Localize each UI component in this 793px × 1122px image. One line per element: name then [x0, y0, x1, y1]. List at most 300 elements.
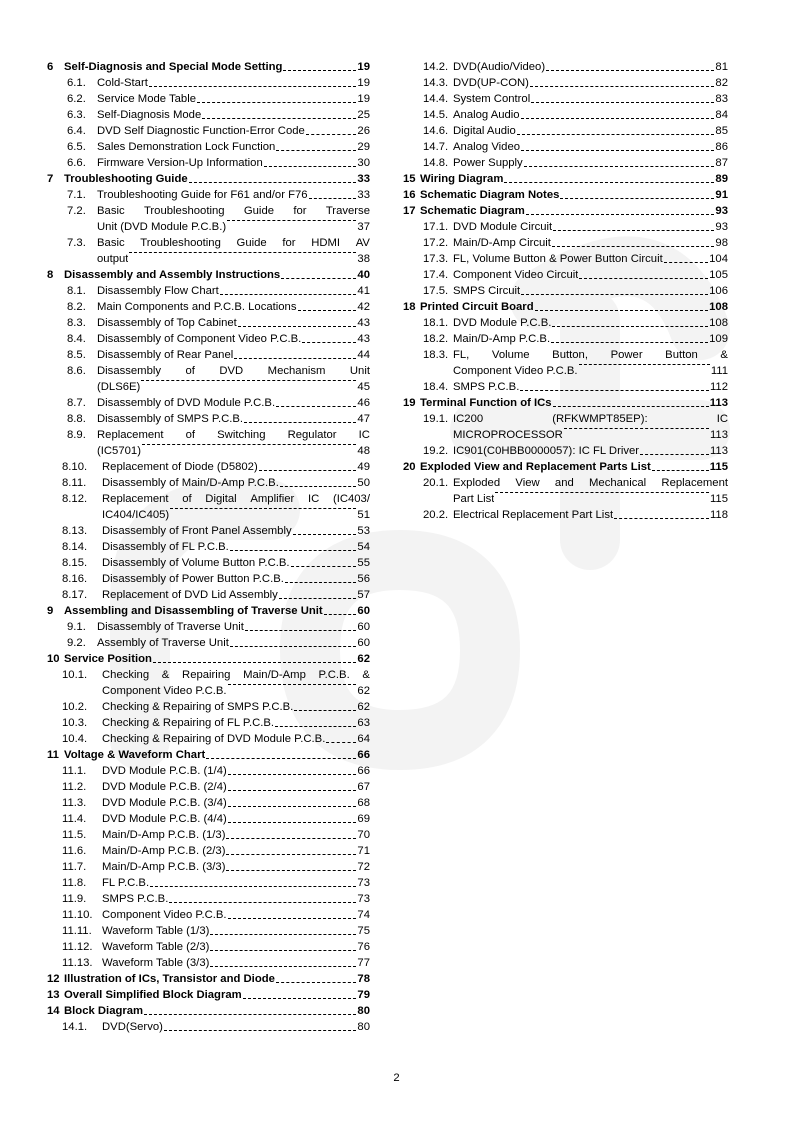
toc-page-number: 57 — [357, 589, 370, 601]
toc-subsection-entry[interactable] — [47, 923, 370, 939]
toc-entry-title: DVD Module Circuit — [453, 221, 553, 233]
toc-section-entry[interactable] — [403, 203, 728, 219]
toc-entry-title: Terminal Function of ICs — [420, 397, 552, 409]
dot-leader — [234, 357, 356, 359]
toc-page-number: 37 — [357, 221, 370, 233]
toc-subsection-entry[interactable] — [47, 139, 370, 155]
toc-subsection-entry[interactable] — [403, 139, 728, 155]
toc-entry-number: 11.8. — [62, 877, 87, 889]
toc-entry-title: Part List — [453, 493, 495, 505]
toc-page-number: 70 — [357, 829, 370, 841]
dot-leader — [521, 293, 708, 295]
toc-subsection-entry[interactable] — [47, 475, 370, 491]
toc-entry-number: 12 — [47, 973, 60, 985]
toc-entry-title-word: IC200 — [453, 413, 484, 425]
toc-section-entry[interactable] — [47, 987, 370, 1003]
toc-subsection-entry[interactable] — [47, 523, 370, 539]
toc-page-number: 47 — [357, 413, 370, 425]
toc-entry-title-word: for — [293, 205, 307, 217]
toc-entry-title-word: Replacement — [97, 429, 164, 441]
toc-subsection-entry[interactable] — [47, 299, 370, 315]
toc-subsection-entry[interactable] — [47, 731, 370, 747]
page-number: 2 — [393, 1072, 400, 1084]
toc-entry-title: MICROPROCESSOR — [453, 429, 563, 441]
toc-entry-number: 17.4. — [423, 269, 449, 281]
toc-entry-title-block — [453, 475, 728, 507]
toc-entry-number: 11.9. — [62, 893, 87, 905]
toc-entry-title: Main/D-Amp P.C.B. (1/3) — [102, 829, 226, 841]
dot-leader — [560, 197, 714, 199]
toc-entry-title: SMPS P.C.B. — [453, 381, 520, 393]
toc-entry-number: 14.2. — [423, 61, 449, 73]
toc-section-entry[interactable] — [403, 299, 728, 315]
toc-section-entry[interactable] — [403, 187, 728, 203]
toc-subsection-entry[interactable] — [47, 75, 370, 91]
toc-entry-title-line — [97, 379, 370, 395]
dot-leader — [275, 725, 356, 727]
toc-entry-title: FL P.C.B. — [102, 877, 150, 889]
toc-subsection-entry[interactable] — [403, 75, 728, 91]
toc-page-number: 73 — [357, 893, 370, 905]
toc-subsection-entry[interactable] — [47, 859, 370, 875]
toc-entry-number: 11.11. — [62, 925, 92, 937]
dot-leader — [504, 181, 714, 183]
toc-subsection-entry[interactable] — [403, 91, 728, 107]
toc-subsection-entry[interactable] — [403, 235, 728, 251]
toc-subsection-entry[interactable] — [47, 123, 370, 139]
toc-subsection-entry[interactable] — [47, 779, 370, 795]
toc-entry-number: 11.7. — [62, 861, 87, 873]
toc-section-entry[interactable] — [403, 395, 728, 411]
toc-entry-title: Waveform Table (2/3) — [102, 941, 210, 953]
dot-leader — [530, 85, 714, 87]
dot-leader — [614, 517, 709, 519]
toc-entry-title: DVD Module P.C.B. (4/4) — [102, 813, 227, 825]
toc-page-number: 118 — [709, 509, 728, 521]
toc-entry-title: Service Mode Table — [97, 93, 197, 105]
toc-page-number: 66 — [357, 765, 370, 777]
toc-entry-number: 8.10. — [62, 461, 88, 473]
toc-page-number: 81 — [715, 61, 728, 73]
toc-entry-title: Disassembly of Rear Panel — [97, 349, 234, 361]
dot-leader — [306, 133, 357, 135]
toc-entry-title-word: P.C.B. — [318, 669, 350, 681]
toc-subsection-entry[interactable] — [47, 363, 370, 395]
toc-entry-number: 8.2. — [67, 301, 86, 313]
toc-section-entry[interactable] — [47, 603, 370, 619]
toc-entry-title: Sales Demonstration Lock Function — [97, 141, 276, 153]
toc-subsection-entry[interactable] — [403, 443, 728, 459]
toc-subsection-entry[interactable] — [47, 235, 370, 267]
toc-entry-title: Voltage & Waveform Chart — [64, 749, 206, 761]
toc-entry-number: 11.12. — [62, 941, 93, 953]
toc-entry-title: Cold-Start — [97, 77, 148, 89]
toc-subsection-entry[interactable] — [47, 555, 370, 571]
toc-page-number: 43 — [357, 333, 370, 345]
toc-entry-title: DVD Module P.C.B. — [453, 317, 552, 329]
toc-entry-number: 17.1. — [423, 221, 449, 233]
toc-page-number: 80 — [357, 1021, 370, 1033]
toc-subsection-entry[interactable] — [47, 395, 370, 411]
dot-leader — [230, 549, 357, 551]
dot-leader — [210, 933, 356, 935]
toc-subsection-entry[interactable] — [47, 907, 370, 923]
toc-entry-title: Digital Audio — [453, 125, 516, 137]
toc-entry-number: 17 — [403, 205, 416, 217]
toc-page-number: 87 — [715, 157, 728, 169]
toc-entry-title: Disassembly of FL P.C.B. — [102, 541, 229, 553]
toc-subsection-entry[interactable] — [47, 411, 370, 427]
toc-entry-title: Overall Simplified Block Diagram — [64, 989, 242, 1001]
toc-entry-title-word: Basic — [97, 205, 125, 217]
dot-leader — [309, 197, 357, 199]
toc-entry-title: Disassembly Flow Chart — [97, 285, 219, 297]
toc-entry-number: 14.3. — [423, 77, 449, 89]
toc-subsection-entry[interactable] — [403, 475, 728, 507]
toc-page-number: 50 — [357, 477, 370, 489]
toc-page-number: 109 — [709, 333, 728, 345]
toc-entry-title: Component Video P.C.B. — [453, 365, 578, 377]
toc-page-number: 54 — [357, 541, 370, 553]
toc-entry-title-block — [102, 667, 370, 699]
toc-entry-number: 10.1. — [62, 669, 88, 681]
toc-right-column — [403, 59, 728, 523]
toc-entry-title-word: IC — [716, 413, 728, 425]
toc-subsection-entry[interactable] — [47, 427, 370, 459]
toc-entry-number: 10 — [47, 653, 60, 665]
dot-leader — [164, 1029, 357, 1031]
toc-entry-title-line — [453, 475, 728, 491]
toc-entry-number: 10.3. — [62, 717, 88, 729]
toc-subsection-entry[interactable] — [403, 155, 728, 171]
dot-leader — [220, 293, 357, 295]
toc-subsection-entry[interactable] — [47, 619, 370, 635]
toc-section-entry[interactable] — [47, 651, 370, 667]
toc-entry-title-line — [97, 443, 370, 459]
toc-page-number: 73 — [357, 877, 370, 889]
toc-entry-number: 17.3. — [423, 253, 449, 265]
toc-page-number: 111 — [710, 365, 728, 377]
toc-page-number: 33 — [357, 173, 370, 185]
toc-page-number: 84 — [715, 109, 728, 121]
dot-leader — [495, 491, 709, 493]
toc-subsection-entry[interactable] — [47, 107, 370, 123]
dot-leader — [189, 181, 357, 183]
dot-leader — [210, 965, 356, 967]
toc-subsection-entry[interactable] — [47, 539, 370, 555]
toc-entry-title: Disassembly of Traverse Unit — [97, 621, 244, 633]
toc-subsection-entry[interactable] — [47, 827, 370, 843]
toc-entry-number: 9.2. — [67, 637, 86, 649]
toc-entry-title: IC901(C0HBB0000057): IC FL Driver — [453, 445, 640, 457]
toc-section-entry[interactable] — [47, 747, 370, 763]
toc-subsection-entry[interactable] — [403, 251, 728, 267]
toc-entry-title: Analog Video — [453, 141, 521, 153]
dot-leader — [144, 1013, 356, 1015]
dot-leader — [640, 453, 709, 455]
toc-entry-title: Exploded View and Replacement Parts List — [420, 461, 651, 473]
toc-page-number: 19 — [357, 93, 370, 105]
toc-subsection-entry[interactable] — [47, 347, 370, 363]
dot-leader — [141, 379, 356, 381]
toc-entry-title-word: (IC403/ — [332, 493, 370, 505]
toc-entry-title-word: Button, — [552, 349, 588, 361]
dot-leader — [142, 443, 356, 445]
toc-page-number: 53 — [357, 525, 370, 537]
dot-leader — [326, 741, 356, 743]
toc-page-number: 79 — [357, 989, 370, 1001]
toc-page-number: 19 — [357, 77, 370, 89]
toc-entry-title-line — [102, 491, 370, 507]
toc-entry-title-line — [453, 363, 728, 379]
dot-leader — [524, 165, 715, 167]
toc-page-number: 112 — [709, 381, 728, 393]
toc-subsection-entry[interactable] — [47, 635, 370, 651]
toc-subsection-entry[interactable] — [403, 507, 728, 523]
toc-entry-title-word: FL, — [453, 349, 470, 361]
toc-entry-number: 8.13. — [62, 525, 88, 537]
toc-subsection-entry[interactable] — [47, 155, 370, 171]
dot-leader — [210, 949, 356, 951]
toc-subsection-entry[interactable] — [47, 491, 370, 523]
toc-entry-number: 7.1. — [67, 189, 86, 201]
toc-subsection-entry[interactable] — [47, 187, 370, 203]
toc-entry-title-word: & — [720, 349, 728, 361]
toc-subsection-entry[interactable] — [47, 91, 370, 107]
dot-leader — [228, 805, 357, 807]
toc-subsection-entry[interactable] — [47, 955, 370, 971]
toc-subsection-entry[interactable] — [47, 1019, 370, 1035]
dot-leader — [228, 789, 357, 791]
toc-entry-title: Main/D-Amp P.C.B. — [453, 333, 551, 345]
toc-page-number: 86 — [715, 141, 728, 153]
toc-subsection-entry[interactable] — [47, 331, 370, 347]
dot-leader — [521, 149, 714, 151]
toc-subsection-entry[interactable] — [47, 891, 370, 907]
dot-leader — [291, 565, 357, 567]
toc-entry-title: Schematic Diagram Notes — [420, 189, 560, 201]
dot-leader — [228, 821, 357, 823]
toc-subsection-entry[interactable] — [47, 315, 370, 331]
toc-page-number: 74 — [357, 909, 370, 921]
toc-entry-title: Replacement of Diode (D5802) — [102, 461, 258, 473]
toc-subsection-entry[interactable] — [47, 875, 370, 891]
toc-entry-number: 8.12. — [62, 493, 88, 505]
toc-entry-number: 8.11. — [62, 477, 87, 489]
toc-subsection-entry[interactable] — [47, 699, 370, 715]
toc-entry-title-line — [97, 235, 370, 251]
toc-entry-number: 14.6. — [423, 125, 449, 137]
toc-subsection-entry[interactable] — [403, 59, 728, 75]
toc-subsection-entry[interactable] — [403, 411, 728, 443]
toc-page-number: 43 — [357, 317, 370, 329]
toc-section-entry[interactable] — [403, 459, 728, 475]
toc-subsection-entry[interactable] — [47, 459, 370, 475]
toc-section-entry[interactable] — [47, 59, 370, 75]
toc-entry-number: 18.2. — [423, 333, 449, 345]
dot-leader — [324, 613, 357, 615]
toc-subsection-entry[interactable] — [47, 587, 370, 603]
toc-entry-title: FL, Volume Button & Power Button Circuit — [453, 253, 663, 265]
toc-entry-number: 15 — [403, 173, 416, 185]
toc-entry-number: 14.5. — [423, 109, 449, 121]
toc-entry-title: DVD(Servo) — [102, 1021, 163, 1033]
dot-leader — [579, 363, 710, 365]
toc-entry-number: 18.3. — [423, 349, 449, 361]
toc-entry-title: Waveform Table (1/3) — [102, 925, 210, 937]
toc-page-number: 19 — [357, 61, 370, 73]
toc-subsection-entry[interactable] — [403, 219, 728, 235]
dot-leader — [230, 645, 357, 647]
toc-entry-title-word: Regulator — [287, 429, 337, 441]
toc-entry-title-line — [97, 219, 370, 235]
toc-page-number: 82 — [715, 77, 728, 89]
toc-entry-title-line — [97, 251, 370, 267]
toc-page-number: 30 — [357, 157, 370, 169]
toc-page-number: 60 — [357, 621, 370, 633]
toc-entry-number: 14.8. — [423, 157, 449, 169]
toc-entry-number: 14 — [47, 1005, 60, 1017]
toc-entry-title-block — [97, 363, 370, 395]
dot-leader — [276, 405, 356, 407]
toc-entry-number: 8.3. — [67, 317, 86, 329]
toc-entry-title: Disassembly of Component Video P.C.B. — [97, 333, 302, 345]
dot-leader — [526, 213, 715, 215]
dot-leader — [579, 277, 708, 279]
dot-leader — [276, 981, 357, 983]
toc-page-number: 60 — [357, 605, 370, 617]
toc-page-number: 76 — [357, 941, 370, 953]
toc-section-entry[interactable] — [47, 1003, 370, 1019]
toc-entry-title: DVD Module P.C.B. (2/4) — [102, 781, 227, 793]
toc-page-number: 62 — [357, 685, 370, 697]
toc-subsection-entry[interactable] — [403, 283, 728, 299]
toc-page-number: 33 — [357, 189, 370, 201]
toc-section-entry[interactable] — [47, 267, 370, 283]
toc-page-number: 64 — [357, 733, 370, 745]
toc-entry-number: 7.3. — [67, 237, 86, 249]
toc-subsection-entry[interactable] — [47, 795, 370, 811]
dot-leader — [206, 757, 356, 759]
toc-subsection-entry[interactable] — [47, 667, 370, 699]
toc-subsection-entry[interactable] — [403, 347, 728, 379]
dot-leader — [664, 261, 708, 263]
toc-entry-title-block — [102, 491, 370, 523]
toc-page-number: 113 — [709, 445, 728, 457]
toc-entry-title: Main/D-Amp P.C.B. (3/3) — [102, 861, 226, 873]
toc-page-number: 72 — [357, 861, 370, 873]
toc-entry-title: Troubleshooting Guide — [64, 173, 188, 185]
toc-entry-title-line — [453, 411, 728, 427]
toc-page-number: 69 — [357, 813, 370, 825]
toc-subsection-entry[interactable] — [47, 203, 370, 235]
toc-entry-number: 11.2. — [62, 781, 87, 793]
toc-entry-number: 6 — [47, 61, 54, 73]
toc-entry-title: Wiring Diagram — [420, 173, 504, 185]
toc-page-number: 78 — [357, 973, 370, 985]
toc-entry-title: (IC5701) — [97, 445, 141, 457]
toc-entry-number: 13 — [47, 989, 60, 1001]
toc-page-number: 115 — [709, 493, 728, 505]
toc-subsection-entry[interactable] — [47, 283, 370, 299]
toc-page-number: 56 — [357, 573, 370, 585]
dot-leader — [169, 901, 356, 903]
toc-entry-title: Service Position — [64, 653, 152, 665]
dot-leader — [227, 219, 356, 221]
toc-entry-title: DVD(UP-CON) — [453, 77, 529, 89]
toc-page-number: 62 — [357, 701, 370, 713]
toc-subsection-entry[interactable] — [403, 379, 728, 395]
dot-leader — [531, 101, 714, 103]
toc-subsection-entry[interactable] — [47, 811, 370, 827]
toc-subsection-entry[interactable] — [47, 939, 370, 955]
dot-leader — [129, 251, 356, 253]
toc-entry-title-word: for — [282, 237, 296, 249]
toc-page-number: 71 — [357, 845, 370, 857]
toc-entry-title-block — [453, 411, 728, 443]
toc-entry-title-word: Switching — [217, 429, 266, 441]
toc-page-number: 89 — [715, 173, 728, 185]
toc-subsection-entry[interactable] — [403, 267, 728, 283]
toc-entry-title: Disassembly and Assembly Instructions — [64, 269, 281, 281]
toc-entry-title: Disassembly of Main/D-Amp P.C.B. — [102, 477, 279, 489]
toc-subsection-entry[interactable] — [403, 107, 728, 123]
dot-leader — [564, 427, 709, 429]
toc-entry-title-word: and — [554, 477, 574, 489]
toc-section-entry[interactable] — [403, 171, 728, 187]
toc-entry-number: 20.2. — [423, 509, 449, 521]
toc-entry-number: 11.10. — [62, 909, 93, 921]
toc-page-number: 46 — [357, 397, 370, 409]
dot-leader — [228, 917, 357, 919]
toc-entry-number: 8.16. — [62, 573, 88, 585]
toc-entry-number: 8.17. — [62, 589, 88, 601]
toc-entry-number: 14.4. — [423, 93, 449, 105]
toc-entry-title: DVD(Audio/Video) — [453, 61, 546, 73]
toc-subsection-entry[interactable] — [47, 763, 370, 779]
dot-leader — [245, 629, 357, 631]
toc-section-entry[interactable] — [47, 171, 370, 187]
toc-page-number: 91 — [715, 189, 728, 201]
toc-entry-number: 8 — [47, 269, 54, 281]
toc-entry-title: Checking & Repairing of DVD Module P.C.B. — [102, 733, 326, 745]
toc-entry-number: 8.8. — [67, 413, 86, 425]
toc-page-number: 45 — [357, 381, 370, 393]
toc-page-number: 85 — [715, 125, 728, 137]
dot-leader — [202, 117, 356, 119]
toc-entry-number: 7.2. — [67, 205, 86, 217]
toc-entry-title: DVD Module P.C.B. (1/4) — [102, 765, 227, 777]
toc-entry-title: Main Components and P.C.B. Locations — [97, 301, 297, 313]
toc-subsection-entry[interactable] — [403, 331, 728, 347]
dot-leader — [228, 683, 357, 685]
toc-entry-title-word: Replacement — [661, 477, 728, 489]
dot-leader — [280, 485, 357, 487]
toc-subsection-entry[interactable] — [403, 123, 728, 139]
toc-entry-number: 19.2. — [423, 445, 449, 457]
toc-subsection-entry[interactable] — [47, 715, 370, 731]
toc-entry-title-line — [97, 363, 370, 379]
toc-section-entry[interactable] — [47, 971, 370, 987]
toc-subsection-entry[interactable] — [47, 843, 370, 859]
toc-page-number: 40 — [357, 269, 370, 281]
toc-entry-title-word: Troubleshooting — [143, 205, 225, 217]
toc-subsection-entry[interactable] — [403, 315, 728, 331]
toc-entry-title: Electrical Replacement Part List — [453, 509, 614, 521]
toc-subsection-entry[interactable] — [47, 571, 370, 587]
toc-entry-number: 19.1. — [423, 413, 449, 425]
toc-entry-title: Disassembly of Top Cabinet — [97, 317, 237, 329]
